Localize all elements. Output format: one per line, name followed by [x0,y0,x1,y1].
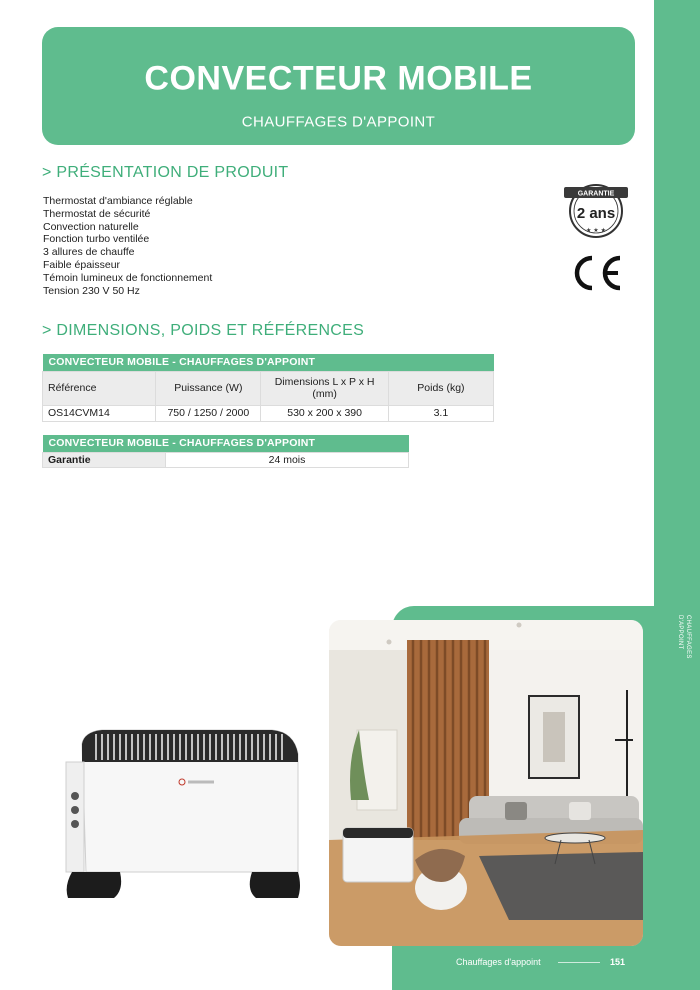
svg-text:★ ★ ★: ★ ★ ★ [586,227,606,234]
header-cell: Puissance (W) [156,371,261,405]
table-cell: 3.1 [388,405,493,421]
table-header-row [43,371,494,405]
table-cell: 750 / 1250 / 2000 [156,405,261,421]
feature-list [43,195,212,297]
table-row [43,452,409,467]
specs-table [42,354,494,422]
warranty-badge-icon [562,178,630,240]
page-number: 151 [610,957,626,967]
feature-item: Tension 230 V 50 Hz [43,284,140,297]
footer-section-label: Chauffages d'appoint [456,957,541,967]
header-cell: Dimensions L x P x H (mm) [261,371,388,405]
specs-table-title: CONVECTEUR MOBILE - CHAUFFAGES D'APPOINT [43,354,494,371]
feature-item: Thermostat d'ambiance réglable [43,195,193,207]
convector-product-image [62,722,302,902]
header-cell: Poids (kg) [388,371,493,405]
feature-item: Convection naturelle [43,220,139,233]
table-cell: 24 mois [166,452,409,467]
feature-item: 3 allures de chauffe [43,246,135,259]
feature-item: Thermostat de sécurité [43,207,151,220]
warranty-badge-label: GARANTIE [577,190,615,198]
room-photo [329,620,643,946]
page-title: CONVECTEUR MOBILE [144,59,533,98]
warranty-table-title: CONVECTEUR MOBILE - CHAUFFAGES D'APPOINT [43,435,409,452]
warranty-table [42,435,409,468]
table-row [43,405,494,421]
table-cell: OS14CVM14 [43,405,156,421]
table-cell: Garantie [43,452,166,467]
feature-item: Fonction turbo ventilée [43,233,150,246]
page-footer [456,957,646,967]
feature-item: Faible épaisseur [43,258,121,271]
page-subtitle: CHAUFFAGES D'APPOINT [241,113,436,131]
ce-mark-icon [568,253,624,293]
header-cell: Référence [43,371,156,405]
table-cell: 530 x 200 x 390 [261,405,388,421]
dimensions-title: > DIMENSIONS, POIDS ET RÉFÉRENCES [42,322,365,339]
feature-item: Témoin lumineux de fonctionnement [43,271,213,284]
side-section-label: CHAUFFAGES D'APPOINT [677,615,691,659]
header-banner [42,27,635,145]
warranty-badge-value: 2 ans [576,205,616,222]
presentation-title: > PRÉSENTATION DE PRODUIT [42,164,289,181]
footer-separator [558,962,600,963]
side-stripe [654,0,700,990]
